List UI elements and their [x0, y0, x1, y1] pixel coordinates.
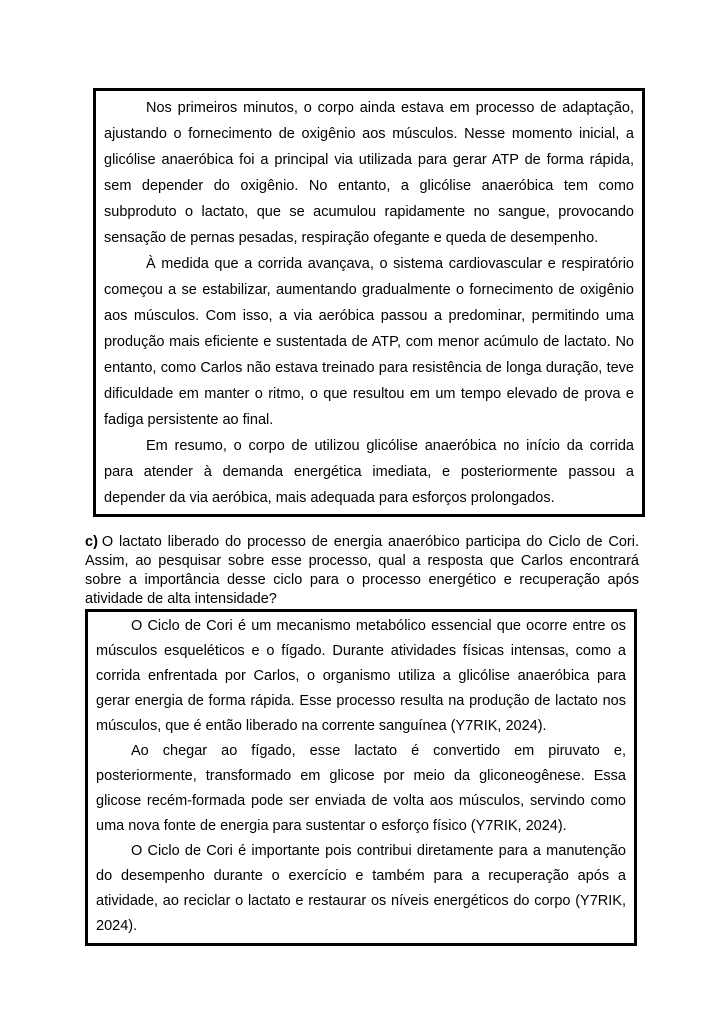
answer-b-paragraph-1: Nos primeiros minutos, o corpo ainda estava em processo de adaptação, ajustando o fornecimento de oxigênio aos músculos. Nesse momento inicial, a glicólise anaeróbica foi a principal via utilizada para gerar ATP de forma rápida, sem depender do oxigênio. No entanto, a glicólise anaeróbica tem como subproduto o lactato, que se acumulou rapidamente no sangue, provocando sensação de pernas pesadas, respiração ofegante e queda de desempenho. — [104, 100, 634, 246]
answer-c-paragraph-1: O Ciclo de Cori é um mecanismo metabólico essencial que ocorre entre os músculos esqueléticos e o fígado. Durante atividades físicas intensas, como a corrida enfrentada por Carlos, o organismo utiliza a glicólise anaeróbica para gerar energia de forma rápida. Esse processo resulta na produção de lactato nos músculos, que é então liberado na corrente sanguínea (Y7RIK, 2024). — [96, 618, 626, 734]
answer-box-b — [93, 88, 645, 517]
question-c-label: c) — [85, 534, 98, 550]
question-c — [85, 533, 639, 609]
question-c-text: O lactato liberado do processo de energia anaeróbico participa do Ciclo de Cori. Assim, ao pesquisar sobre esse processo, qual a resposta que Carlos encontrará sobre a importância desse ciclo para o processo energético e recuperação após atividade de alta intensidade? — [85, 534, 639, 607]
answer-c-paragraph-3: O Ciclo de Cori é importante pois contribui diretamente para a manutenção do desempenho durante o exercício e também para a recuperação após a atividade, ao reciclar o lactato e restaurar os níveis energéticos do corpo (Y7RIK, 2024). — [96, 843, 626, 934]
answer-c-paragraph-2: Ao chegar ao fígado, esse lactato é convertido em piruvato e, posteriormente, transformado em glicose por meio da gliconeogênese. Essa glicose recém-formada pode ser enviada de volta aos músculos, servindo como uma nova fonte de energia para sustentar o esforço físico (Y7RIK, 2024). — [96, 743, 626, 834]
answer-box-c — [85, 609, 637, 946]
answer-b-paragraph-3: Em resumo, o corpo de utilizou glicólise anaeróbica no início da corrida para atender à demanda energética imediata, e posteriormente passou a depender da via aeróbica, mais adequada para esforços prolongados. — [104, 438, 634, 506]
answer-b-paragraph-2: À medida que a corrida avançava, o sistema cardiovascular e respiratório começou a se estabilizar, aumentando gradualmente o fornecimento de oxigênio aos músculos. Com isso, a via aeróbica passou a predominar, permitindo uma produção mais eficiente e sustentada de ATP, com menor acúmulo de lactato. No entanto, como Carlos não estava treinado para resistência de longa duração, teve dificuldade em manter o ritmo, o que resultou em um tempo elevado de prova e fadiga persistente ao final. — [104, 256, 634, 428]
